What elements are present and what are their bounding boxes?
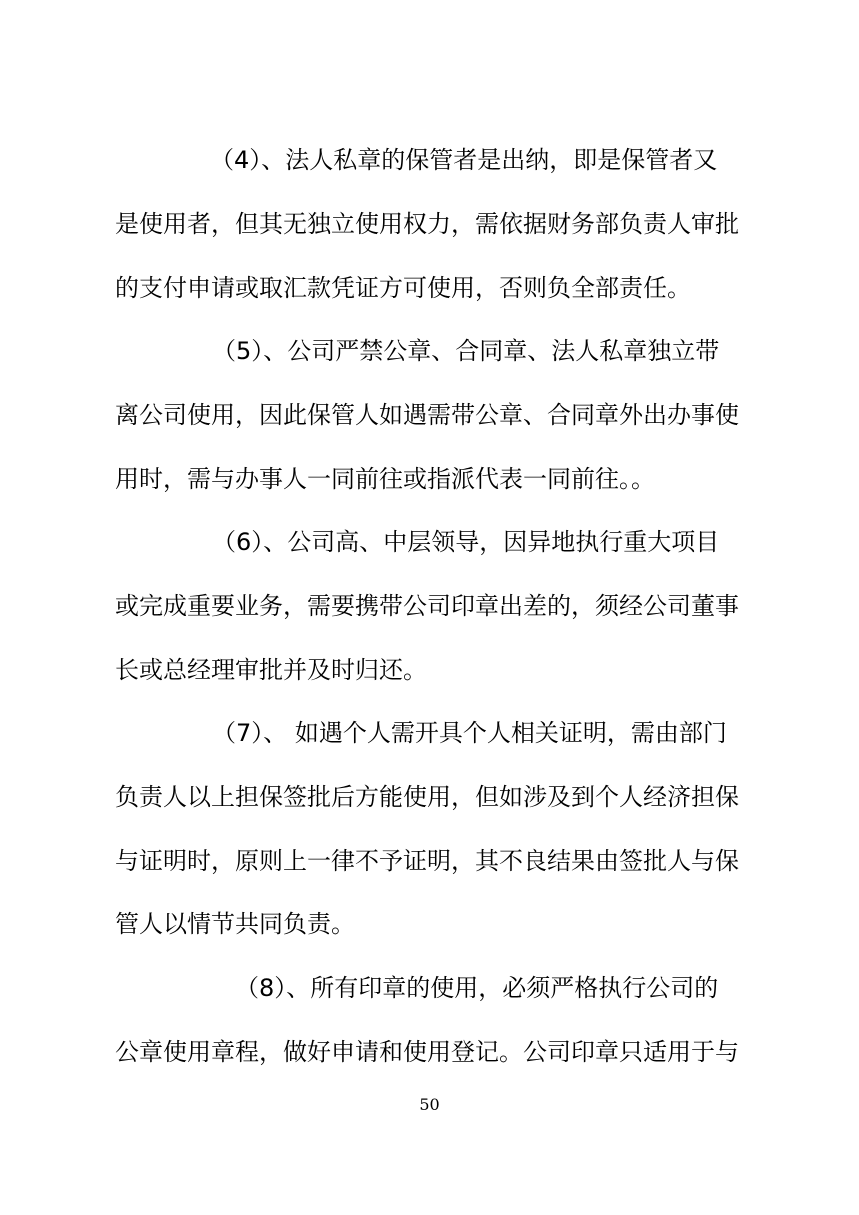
paragraph-5-line-1: （5）、公司严禁公章、合同章、法人私章独立带	[212, 337, 720, 365]
paragraph-6-line-3: 长或总经理审批并及时归还。	[115, 656, 427, 684]
paragraph-4-line-2: 是使用者，但其无独立使用权力，需依据财务部负责人审批	[115, 210, 739, 238]
paragraph-5-line-2: 离公司使用，因此保管人如遇需带公章、合同章外出办事使	[115, 401, 739, 429]
paragraph-7-line-4: 管人以情节共同负责。	[115, 910, 355, 938]
paragraph-4-line-1: （4）、法人私章的保管者是出纳，即是保管者又	[210, 146, 718, 174]
paragraph-6-line-2: 或完成重要业务，需要携带公司印章出差的，须经公司董事	[115, 592, 739, 620]
paragraph-5-line-3: 用时，需与办事人一同前往或指派代表一同前往。。	[115, 465, 655, 493]
page-number: 50	[419, 1095, 440, 1114]
paragraph-8-line-2: 公章使用章程，做好申请和使用登记。公司印章只适用于与	[115, 1038, 739, 1066]
paragraph-7-line-1: （7）、 如遇个人需开具个人相关证明，需由部门	[212, 719, 727, 747]
paragraph-7-line-2: 负责人以上担保签批后方能使用，但如涉及到个人经济担保	[115, 783, 739, 811]
paragraph-8-line-1: （8）、所有印章的使用，必须严格执行公司的	[235, 974, 719, 1002]
paragraph-6-line-1: （6）、公司高、中层领导，因异地执行重大项目	[212, 528, 720, 556]
paragraph-7-line-3: 与证明时，原则上一律不予证明，其不良结果由签批人与保	[115, 847, 739, 875]
paragraph-4-line-3: 的支付申请或取汇款凭证方可使用，否则负全部责任。	[115, 274, 691, 302]
